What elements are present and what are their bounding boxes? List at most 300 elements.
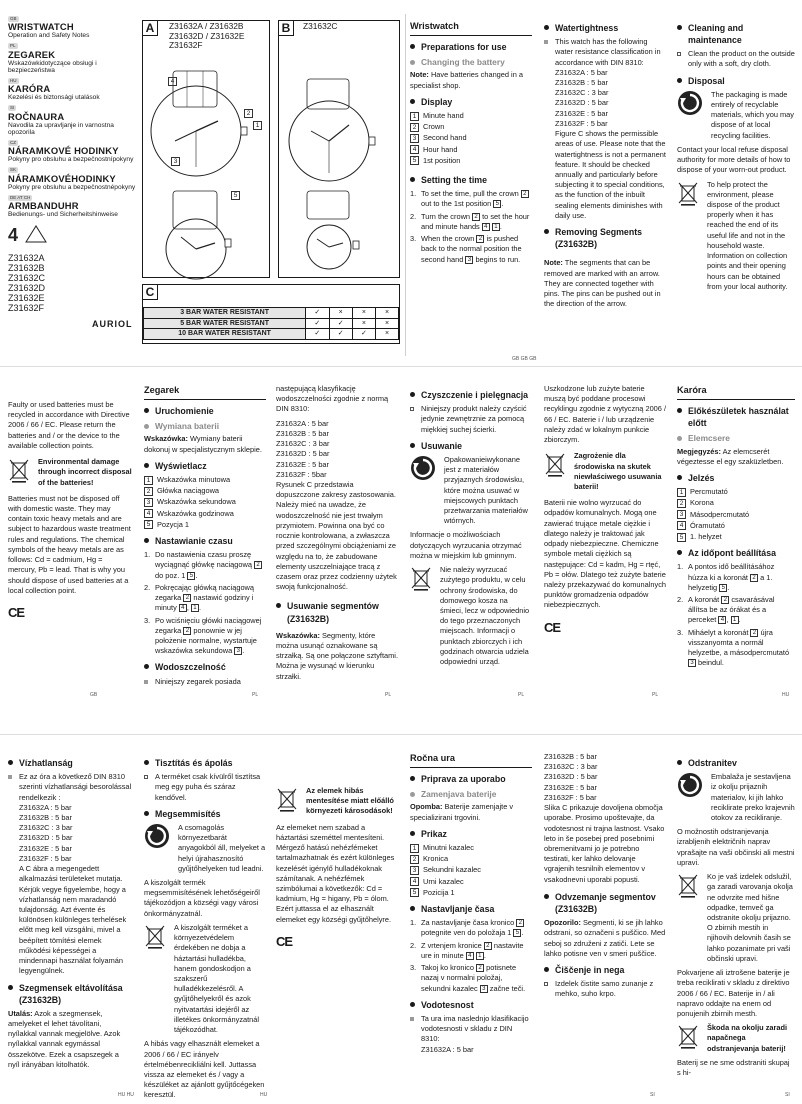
part-number: 2: [677, 499, 686, 508]
hu-disposal-contact: A kiszolgált termék megsemmisítésének lehetőségeiről tájékozódjon a községi vagy városi önkormányzatnál.: [144, 878, 260, 918]
gb-clean-bullet: Clean the product on the outside only with a soft, dry cloth.: [677, 49, 795, 69]
part-label: Másodpercmutató: [690, 509, 750, 519]
gb-battery-note: Note: Have batteries changed in a specialist shop.: [410, 70, 523, 90]
water-model-line: Z31632B : 5 bar: [555, 78, 609, 87]
part-item: [410, 145, 532, 155]
hu-clean-bullet: A terméket csak kívülről tisztítsa meg egy puha és száraz kendővel.: [144, 772, 266, 803]
part-label: Wskazówka minutowa: [157, 474, 231, 484]
water-table-mark: ✓: [306, 318, 329, 329]
lang-code: GB: [10, 16, 17, 21]
step-text: When the crown 2 is pushed back to the normal position the second hand 3 begins to run.: [421, 234, 522, 264]
cover-model: Z31632D: [8, 283, 46, 294]
hu-seg-note: Utalás: Azok a szegmensek, amelyeket el lehet távolítani, nyílakkal vannak megjelölve. Azok nyílakkal vannak egymással összekötve. Ezek a csapszegek a nyíl irányában kitolhatók.: [8, 1008, 121, 1069]
pl-column-3: [410, 384, 532, 720]
recycle-icon: [677, 90, 703, 141]
part-item: [410, 122, 532, 132]
pl-column-1: [144, 384, 266, 720]
part-number: 3: [410, 134, 419, 143]
hu-weee-block: A kiszolgált terméket a környezetvédelem érdekében ne dobja a háztartási hulladékba, hanem gondoskodjon a szakszerű hulladékkezelésről. A gyűjtőhelyekről és azok nyitvatartási idejéről az illetékes önkormányzatnál tájékozódhat.: [144, 923, 266, 1035]
step-text: Takoj ko kronico 2 potisnete nazaj v normalni položaj, sekundni kazalec 3 začne teči.: [421, 963, 526, 993]
pl-warning-block: Zagrożenie dla środowiska na skutek niewłaściwego usuwania baterii!: [544, 451, 666, 492]
water-table-mark: ✓: [352, 329, 375, 340]
lang-code: HU: [10, 78, 17, 84]
hu-time-steps: [677, 562, 795, 668]
gb-disposal-heading: Disposal: [677, 75, 795, 87]
weee-bin-icon: [677, 180, 699, 292]
gb-water-heading: Watertightness: [544, 22, 666, 34]
pl-weee-block: Nie należy wyrzucać zużytego produktu, w celu ochrony środowiska, do domowego kosza na śmieci, lecz w odpowiednio do tego przeznaczonych miejscach. Informacji o punktach zbiorczych i ich godzinach otwarcia udziela odpowiedni urząd.: [410, 565, 532, 667]
lang-title: KARÓRA: [8, 83, 51, 95]
watch-b-diagram: [279, 51, 399, 271]
part-label: Sekundni kazalec: [423, 865, 481, 875]
step-item: 3. Po wciśnięciu główki naciągowej zegarka 2 ponownie w jej położenie normalne, wystartuje wskazówka sekundowa 3 .: [144, 616, 266, 657]
hu-battery-heading: Elemcsere: [677, 433, 795, 445]
pl-time-heading: Nastawianie czasu: [144, 535, 266, 547]
water-model-line: Z31632B : 5 bar: [544, 752, 598, 761]
lang-subtitle: Pokyny pro obsluhu a bezpečnostnípokyny: [8, 156, 134, 164]
ce-mark: CE: [276, 933, 293, 949]
pl-water-fig: Rysunek C przedstawia dopuszczone zakresy zastosowania. Należy mieć na uwadze, że wodoszczelność nie jest trwałym przymiotem. Powinna ona być co rocznie kontrolowana, a zwłaszcza przed szczególnymi obciążeniami ze względu na to, że zabudowane elementy uszczelniające tracą z czasem oraz przez codzienny użytek swoją funkcjonalność.: [276, 479, 397, 592]
water-table-mark: ×: [376, 308, 399, 319]
water-model-line: Z31632C : 3 bar: [276, 439, 330, 449]
ce-mark: CE: [8, 604, 25, 620]
part-item: [144, 497, 266, 507]
band-2: [0, 370, 802, 734]
hu-footer-2: HU HU: [118, 1092, 134, 1098]
part-label: Hour hand: [423, 144, 458, 154]
pl-water-bullet: Niniejszy zegarek posiada: [144, 677, 266, 687]
step-text: To set the time, pull the crown 2 out to the 1st position 5 .: [421, 189, 532, 209]
hu-column-1: [677, 384, 795, 720]
pl-prep-heading: Uruchomienie: [144, 405, 266, 417]
pl-seg-heading: Usuwanie segmentów (Z31632B): [276, 600, 398, 624]
water-model-line: Z31632F : 5bar: [276, 469, 327, 479]
step-text: Turn the crown 2 to set the hour and minute hands 4 1 .: [421, 211, 530, 231]
warning-triangle-icon: [8, 224, 140, 247]
gb-disposal-contact: Contact your local refuse disposal authority for more details of how to dispose of your worn-out product.: [677, 144, 791, 175]
ce-mark: CE: [544, 619, 561, 635]
part-label: Główka naciągowa: [157, 486, 220, 496]
water-table-label: 10 BAR WATER RESISTANT: [144, 329, 306, 340]
water-resistance-table: [143, 307, 399, 340]
hu-warning-block: Az elemek hibás mentesítése miatt előálló környezeti károsodások!: [276, 786, 398, 817]
gb-prep-heading: Preparations for use: [410, 41, 532, 53]
hu-column-4: [276, 786, 398, 1090]
part-number: 1: [410, 112, 419, 121]
si-water-fig: Slika C prikazuje dovoljena območja uporabe. Prosimo upoštevajte, da vodotesnost ni trajna lastnost. Vsako leto in še posebej pred posebnimi obremenitvami jo je potrebno testirati, ker lahko delovanje vgrajenih tesnilnih elementov v vsakodnevni uporabi popusti.: [544, 803, 665, 884]
water-model-line: Z31632A : 5 bar: [276, 418, 329, 428]
hu-column-2: [8, 752, 132, 1090]
gb2-battery-text-2: Batteries must not be disposed off with domestic waste. They may contain toxic heavy metals and are subject to hazardous waste treatment rules and regulations. The chemical symbols of the heavy metals are as follows: Cd = cadmium, Hg = mercury, Pb = lead. That is why you should dispose of used batteries at a local collection point.: [8, 493, 131, 595]
water-model-line: Z31632D : 5 bar: [19, 833, 73, 843]
part-label: Wskazówka sekundowa: [157, 497, 236, 507]
part-label: Pozycja 1: [157, 519, 190, 529]
si-battery-note: Opomba: Baterije zamenjajte v specializirani trgovini.: [410, 802, 514, 822]
part-number: 1: [677, 488, 686, 497]
pl-water-text-2: następującą klasyfikację wodoszczelności zgodnie z normą DIN 8310:: [276, 384, 389, 414]
lang-title: NÁRAMKOVÉ HODINKY: [8, 145, 119, 157]
battery-bin-icon: [276, 786, 298, 817]
weee-bin-icon: [410, 565, 432, 667]
gb-title: Wristwatch: [410, 20, 532, 36]
hu-recycle-block: A csomagolás környezetbarát anyagokból áll, melyeket a helyi újrahasznosító gyűjtőhelyeken tud leadni.: [144, 823, 266, 874]
pl-footer-3: PL: [518, 692, 525, 698]
si-disposal-heading: Odstranitev: [677, 757, 795, 769]
si-disposal-contact: O možnostih odstranjevanja izrabljenih električnih naprav vprašajte na vaši občinski ali mestni upravi.: [677, 827, 795, 867]
si-water-bullet: Ta ura ima naslednjo klasifikacijo vodotesnosti v skladu z DIN 8310: Z31632A : 5 bar: [410, 1014, 532, 1055]
step-text: Pokręcając główką naciągową zegarka 2 nastawić godziny i minuty 4 , 1 .: [155, 582, 255, 613]
water-table-row: [144, 329, 399, 340]
part-label: 1. helyzet: [690, 531, 722, 541]
step-item: 1. Za nastavljanje časa kronico 2 potegnite ven do položaja 1 5 .: [410, 918, 532, 938]
si-time-heading: Nastavljanje časa: [410, 903, 532, 915]
si-clean-heading: Čiščenje in nega: [544, 964, 666, 976]
gb-display-heading: Display: [410, 96, 532, 108]
si-seg-heading: Odvzemanje segmentov (Z31632B): [544, 891, 666, 915]
watch-a-diagram: [143, 71, 269, 271]
si-column-2: [544, 752, 666, 1090]
part-item: [677, 521, 795, 531]
part-item: [410, 843, 532, 853]
lang-subtitle: Navodila za upravljanje in varnostna opozorila: [8, 121, 114, 136]
cover-lang-0: [8, 16, 140, 39]
callout-2: 2: [244, 109, 253, 118]
part-item: [144, 520, 266, 530]
pl-battery-note: Wskazówka: Wymiany baterii dokonuj w specjalistycznym sklepie.: [144, 434, 262, 454]
figure-b-tag: B: [279, 21, 294, 36]
pl-footer-4: PL: [652, 692, 659, 698]
lang-code: CZ: [10, 140, 16, 146]
hu-footer-1: HU: [782, 692, 790, 698]
weee-bin-icon: [144, 923, 166, 1035]
lang-subtitle: Bedienungs- und Sicherheitshinweise: [8, 211, 118, 219]
pl-disposal-contact: Informacje o możliwościach dotyczących wyrzucania otrzymać można w miejskim lub gminnym.: [410, 530, 522, 560]
gb-column-1: [410, 20, 532, 350]
part-number: 5: [410, 888, 419, 897]
part-number: 4: [677, 521, 686, 530]
part-label: Minute hand: [423, 110, 464, 120]
figure-a: [142, 20, 270, 278]
figure-b-models: Z31632C: [303, 21, 338, 31]
step-item: 2. Z vrtenjem kronice 2 nastavite ure in minute 4 1 .: [410, 941, 532, 961]
gb-seg-note: Note: The segments that can be removed are marked with an arrow. They are connected together with pins. The pins can be pushed out in the direction of the arrow.: [544, 258, 661, 309]
step-item: 2. Pokręcając główką naciągową zegarka 2 nastawić godziny i minuty 4 , 1 .: [144, 583, 266, 614]
cover-model: Z31632F: [8, 303, 45, 314]
part-item: [410, 877, 532, 887]
lang-title: ROČNAURA: [8, 110, 65, 122]
hu-battery-text: A hibás vagy elhasznált elemeket a 2006 / 66 / EC irányelv értelmébenrecikliálni kell. Juttassa vissza az elemeket és / vagy a készüléket az ajánlott gyűjtőcégeken keresztül.: [144, 1039, 265, 1100]
step-item: 2. A koronát 2 csavarásával állítsa be az órákat és a perceket 4 , 1 .: [677, 595, 795, 626]
step-text: Z vrtenjem kronice 2 nastavite ure in minute 4 1 .: [421, 940, 524, 960]
water-model-line: Z31632E : 5 bar: [276, 459, 330, 469]
part-item: [410, 888, 532, 898]
cover-model-list: [8, 253, 140, 313]
step-item: 1. A pontos idő beállításához húzza ki a koronát 2 a 1. helyzetig 5 .: [677, 562, 795, 593]
step-item: 2. Turn the crown 2 to set the hour and minute hands 4 1 .: [410, 212, 532, 232]
water-table-mark: ×: [329, 308, 352, 319]
hu-water-models: [19, 803, 132, 864]
recycle-icon: [410, 455, 436, 527]
pl-battery-text: Uszkodzone lub zużyte baterie muszą być poddane procesowi recyklingu zgodnie z wytyczną 2006 / 66 / EC. Baterie i / lub urządzenie należy zdać w lokalnym punkcie zbiorczym.: [544, 384, 667, 445]
hu-display-heading: Jelzés: [677, 472, 795, 484]
si-display-heading: Prikaz: [410, 828, 532, 840]
gb-water-bullet: This watch has the following water resistance classification in accordance with DIN 8310: Z31632A : 5 bar Z31632B : 5 bar Z31632C : 3 bar Z31632D : 5 bar Z31632E : 5 bar Z31632F : 5 bar Figure C shows the permissible areas of use. Please note that the watertightness is not a permanent feature. It should be checked annually and particularly before subjecting it to special conditions, as the function of the inbuilt sealing elements diminishes with daily use.: [544, 37, 666, 221]
step-text: A koronát 2 csavarásával állítsa be az órákat és a perceket 4 , 1 .: [688, 594, 775, 625]
step-text: Do nastawienia czasu proszę wyciągnąć główkę naciągową 2 do poz. 1 5 .: [155, 550, 266, 581]
part-item: [144, 509, 266, 519]
part-label: Óramutató: [690, 520, 725, 530]
part-number: 3: [677, 510, 686, 519]
part-item: [677, 498, 795, 508]
water-table-mark: ×: [352, 318, 375, 329]
pl-recycle-block: Opakowanieiwykonane jest z materiałów przyjaznych środowisku, które można usuwać w miejscowych punktach przetwarzania materiałów wtórnych.: [410, 455, 532, 527]
hu-water-heading: Vízhatlanság: [8, 757, 132, 769]
si-recycle-block: Embalaža je sestavljena iz okolju prijaznih materialov, ki jih lahko reciklirate preko krajevnih otokov za recikliranje.: [677, 772, 795, 823]
water-model-line: Z31632C : 3 bar: [544, 762, 598, 772]
part-item: [410, 854, 532, 864]
gb2-footer: GB: [90, 692, 98, 698]
cover-model: Z31632E: [8, 293, 45, 304]
hu-battery-text-2: Az elemeket nem szabad a háztartási szeméttel mentesíteni. Mérgező hatású nehézfémeket tartalmazhatnak és ezért különleges kezelését igénylő hulladékoknak számítanak. A nehézfémek szimbólumai a következők: Cd = kadmium, Hg = higany, Pb = ólom. Ezért juttassa el az elhasznált elemeket egy községi gyűjtőhelyre.: [276, 822, 395, 924]
pl-footer-2: PL: [385, 692, 392, 698]
weee-bin-icon: [677, 872, 699, 964]
part-number: 1: [144, 476, 153, 485]
water-model-line: Z31632B : 5 bar: [276, 428, 330, 438]
figure-a-tag: A: [143, 21, 158, 36]
step-item: 1. Do nastawienia czasu proszę wyciągnąć główkę naciągową 2 do poz. 1 5 .: [144, 550, 266, 581]
hu-column-3: [144, 752, 266, 1100]
si-weee-block: Ko je vaš izdelek odslužil, ga zaradi varovanja okolja ne odvrzite med hišne odpadke, temveč ga odstranite okolju prijazno. O zbirnih mestih in njihovih delovnih časih se lahko pozanimate pri vaši občinski upravi.: [677, 872, 795, 964]
step-item: 3. Takoj ko kronico 2 potisnete nazaj v normalni položaj, sekundni kazalec 3 začne teči.: [410, 963, 532, 994]
gb-footer: GB GB GB: [512, 356, 537, 362]
part-number: 3: [410, 866, 419, 875]
figure-c-tag: C: [143, 285, 158, 300]
callout-3: 3: [171, 157, 180, 166]
si-footer-2: SI: [785, 1092, 790, 1098]
water-table-label: 5 BAR WATER RESISTANT: [144, 318, 306, 329]
part-item: [677, 510, 795, 520]
part-label: Korona: [690, 498, 714, 508]
gb2-battery-text: Faulty or used batteries must be recycled in accordance with Directive 2006 / 66 / EC. Please return the batteries and / or the device to the available collection points.: [8, 400, 130, 450]
si-column-3: [677, 752, 795, 1090]
hu-battery-note: Megjegyzés: Az elemcserét végeztesse el egy szaküzletben.: [677, 446, 784, 466]
part-number: 2: [144, 487, 153, 496]
water-table-mark: ✓: [329, 329, 352, 340]
lang-title: ZEGAREK: [8, 48, 56, 60]
hu-title: Karóra: [677, 384, 795, 400]
pl-title: Zegarek: [144, 384, 266, 400]
part-item: [144, 486, 266, 496]
water-model-line: Z31632C : 3 bar: [19, 823, 73, 833]
water-table-mark: ×: [376, 329, 399, 340]
lang-code: SI: [10, 105, 15, 111]
gb-time-steps: [410, 189, 532, 265]
lang-title: WRISTWATCH: [8, 21, 74, 33]
band-cover: [0, 0, 802, 366]
si-prep-heading: Priprava za uporabo: [410, 773, 532, 785]
lang-subtitle: Pokyny pre obsluhu a bezpečnostnépokyny: [8, 183, 136, 191]
water-table-mark: ×: [376, 318, 399, 329]
si-display-list: [410, 843, 532, 898]
part-number: 2: [410, 123, 419, 132]
si-battery-text: Pokvarjene ali iztrošene baterije je treba reciklirati v skladu z direktivo 2006 / 66 / EC. Baterije in / ali napravo oddajte na enem od ponujenih zbirnih mesth.: [677, 968, 790, 1018]
si-water-models: [544, 752, 666, 803]
water-model-line: Z31632E : 5 bar: [555, 108, 609, 118]
pl-footer-1: PL: [252, 692, 259, 698]
gb-recycle-block: The packaging is made entirely of recyclable materials, which you may dispose of at local recycling facilities.: [677, 90, 795, 141]
water-model-line: Z31632D : 5 bar: [555, 98, 609, 108]
water-model-line: Z31632D : 5 bar: [544, 772, 598, 782]
brand-logo: AURIOL: [92, 319, 133, 329]
gb-battery-heading: Changing the battery: [410, 57, 532, 69]
lang-subtitle: Wskazówkidotyczące obsługi i bezpieczeństwa: [8, 59, 97, 74]
cover-lang-5: [8, 167, 140, 190]
part-item: [144, 475, 266, 485]
pl-water-heading: Wodoszczelność: [144, 661, 266, 673]
si-time-steps: [410, 918, 532, 994]
figure-c: [142, 284, 400, 344]
gb-clean-heading: Cleaning and maintenance: [677, 22, 795, 46]
pl-seg-note: Wskazówka: Segmenty, które można usunąć oznakowane są strzałką. Są one połączone sztyftami. Można je wysunąć w kierunku strzałki.: [276, 630, 399, 681]
part-number: 5: [410, 156, 419, 165]
step-item: 1. To set the time, pull the crown 2 out to the 1st position 5 .: [410, 189, 532, 209]
water-table-mark: ✓: [329, 318, 352, 329]
step-item: 3. Miháelyt a koronát 2 újra visszanyomta a normál helyzetbe, a másodpercmutató 3 beindul.: [677, 628, 795, 669]
part-label: 1st position: [423, 155, 461, 165]
water-table-mark: ✓: [306, 329, 329, 340]
water-model-line: Z31632A : 5 bar: [19, 802, 72, 812]
si-battery-tail: Baterij se ne sme odstraniti skupaj s hi-: [677, 1057, 790, 1078]
water-model-line: Z31632E : 5 bar: [544, 782, 598, 792]
part-number: 4: [410, 877, 419, 886]
pl-display-heading: Wyświetlacz: [144, 460, 266, 472]
lang-subtitle: Operation and Safety Notes: [8, 32, 90, 40]
battery-bin-icon: [677, 1023, 699, 1054]
part-number: 3: [144, 498, 153, 507]
part-number: 4: [144, 509, 153, 518]
hu-prep-heading: Előkészületek használat előtt: [677, 405, 795, 429]
si-column-1: [410, 752, 532, 1090]
part-item: [410, 133, 532, 143]
step-item: 3. When the crown 2 is pushed back to the normal position the second hand 3 begins to run.: [410, 234, 532, 265]
si-battery-heading: Zamenjava baterije: [410, 789, 532, 801]
cover-model: Z31632C: [8, 273, 46, 284]
water-model-line: Z31632E : 5 bar: [19, 843, 73, 853]
gb-display-list: [410, 111, 532, 166]
pl-time-steps: [144, 550, 266, 656]
water-model-line: Z31632D : 5 bar: [276, 449, 330, 459]
pl-column-4: [544, 384, 666, 720]
cover-lang-3: [8, 105, 140, 136]
step-text: A pontos idő beállításához húzza ki a koronát 2 a 1. helyzetig 5 .: [688, 562, 775, 592]
battery-bin-icon: [8, 457, 30, 488]
si-title: Ročna ura: [410, 752, 532, 768]
hu-clean-heading: Tisztítás és ápolás: [144, 757, 266, 769]
pl-disposal-heading: Usuwanie: [410, 440, 532, 452]
water-model-line: Z31632F : 5 bar: [19, 853, 72, 863]
recycle-icon: [677, 772, 703, 823]
part-number: 1: [410, 844, 419, 853]
battery-bin-icon: [544, 451, 566, 492]
pl-clean-bullet: Niniejszy produkt należy czyścić jedynie zewnętrznie za pomocą miękkiej suchej ścierki.: [410, 404, 532, 435]
part-label: Minutni kazalec: [423, 842, 474, 852]
step-text: Po wciśnięciu główki naciągowej zegarka 2 ponownie w jej położenie normalne, wystartuje wskazówka sekundowa 3 .: [155, 615, 262, 656]
gb-weee-block: To help protect the environment, please dispose of the product properly when it has reached the end of its useful life and not in the household waste. Information on collection points and their opening hours can be obtained from your local authority.: [677, 180, 795, 292]
step-text: Za nastavljanje časa kronico 2 potegnite ven do položaja 1 5 .: [421, 918, 524, 938]
cover-lang-2: [8, 78, 140, 101]
part-label: Kronica: [423, 854, 449, 864]
pl-battery-text-2: Baterii nie wolno wyrzucać do odpadów komunalnych. Mogą one zawierać trujące metale ciężkie i dlatego należy je traktować jak odpady niebezpieczne. Chemiczne symbole metali ciężkich są następujące: Cd = kadm, Hg = rtęć, Pb = ołów. Dlatego też zużyte baterie należy przekazywać do komunalnych punktów gromadzenia odpadów niebezpiecznych.: [544, 498, 667, 610]
lang-title: NÁRAMKOVÉHODINKY: [8, 172, 116, 184]
gb2-column: [8, 400, 132, 720]
gb-column-3: [677, 20, 795, 350]
hu-seg-heading: Szegmensek eltávolítása (Z31632B): [8, 982, 132, 1006]
callout-5: 5: [231, 191, 240, 200]
cover-lang-4: [8, 140, 140, 163]
si-water-heading: Vodotesnost: [410, 999, 532, 1011]
cover-lang-column: [8, 16, 140, 356]
si-water-model-first: Z31632A : 5 bar: [421, 1044, 474, 1054]
pl-display-list: [144, 475, 266, 530]
part-item: [410, 156, 532, 166]
water-model-line: Z31632A : 5 bar: [555, 67, 608, 77]
gb-time-heading: Setting the time: [410, 174, 532, 186]
hu-footer-3: HU: [260, 1092, 268, 1098]
part-number: 4: [410, 145, 419, 154]
part-label: Pozicija 1: [423, 887, 455, 897]
water-table-row: [144, 318, 399, 329]
callout-1: 1: [253, 121, 262, 130]
lang-subtitle: Kezelési és biztonsági utalások: [8, 94, 100, 102]
band-3: [0, 738, 802, 1104]
si-clean-bullet: Izdelek čistite samo zunanje z mehko, suho krpo.: [544, 979, 666, 999]
water-model-line: Z31632F : 5 bar: [544, 792, 597, 802]
water-model-line: Z31632B : 5 bar: [19, 813, 73, 822]
callout-4: 4: [168, 77, 177, 86]
part-number: 2: [410, 855, 419, 864]
svg-text:4: 4: [8, 225, 19, 246]
water-table-mark: ✓: [306, 308, 329, 319]
cover-lang-1: [8, 43, 140, 74]
part-item: [410, 111, 532, 121]
part-label: Crown: [423, 122, 445, 132]
part-item: [677, 532, 795, 542]
cover-model: Z31632B: [8, 263, 45, 274]
pl-battery-heading: Wymiana baterii: [144, 421, 266, 433]
water-table-row: [144, 308, 399, 319]
water-table-label: 3 BAR WATER RESISTANT: [144, 308, 306, 319]
pl-clean-heading: Czyszczenie i pielęgnacja: [410, 389, 532, 401]
gb-seg-heading: Removing Segments (Z31632B): [544, 226, 666, 250]
figure-a-models: Z31632A / Z31632B Z31632D / Z31632E Z31632F: [169, 21, 245, 51]
lang-code: PL: [10, 43, 16, 49]
part-number: 5: [677, 533, 686, 542]
part-number: 5: [144, 520, 153, 529]
hu-time-heading: Az időpont beállítása: [677, 547, 795, 559]
gb2-warning-block: Environmental damage through incorrect disposal of the batteries!: [8, 457, 132, 488]
hu-display-list: [677, 487, 795, 542]
water-table-mark: ×: [352, 308, 375, 319]
lang-title: ARMBANDUHR: [8, 200, 79, 212]
recycle-icon: [144, 823, 170, 874]
part-item: [410, 865, 532, 875]
water-model-line: Z31632C : 3 bar: [555, 88, 609, 98]
part-item: [677, 487, 795, 497]
figure-b: [278, 20, 400, 278]
part-label: Second hand: [423, 133, 467, 143]
gb-water-models: [555, 68, 666, 129]
part-label: Urni kazalec: [423, 876, 464, 886]
